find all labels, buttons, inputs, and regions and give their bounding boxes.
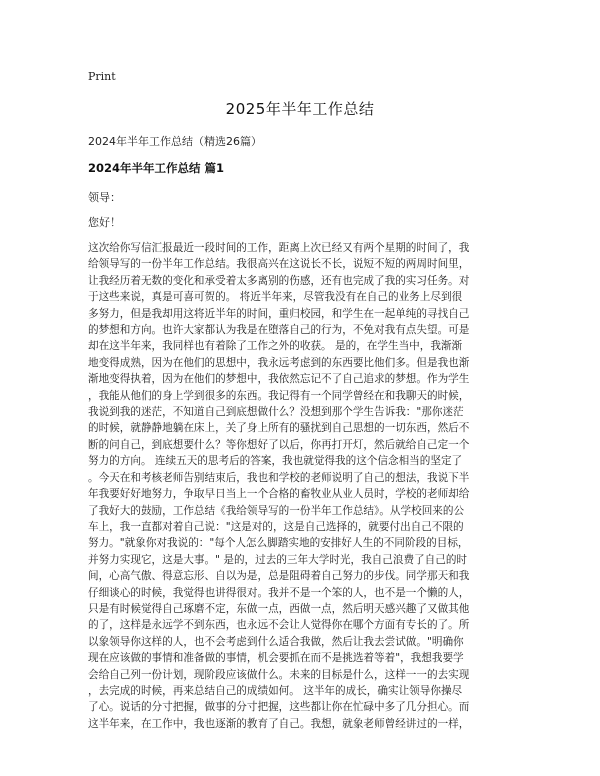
body-line: 却在这半年来，我同样也有着除了工作之外的收获。 是的，在学生当中，我渐渐: [88, 340, 463, 353]
section-heading: 2024年半年工作总结 篇1: [88, 161, 225, 175]
print-label[interactable]: Print: [88, 70, 116, 83]
body-paragraph: [88, 240, 516, 732]
body-line: 的时候，就静静地躺在床上，关了身上所有的骚扰到自己思想的一切东西，然后不: [88, 422, 470, 435]
body-line: 这次给你写信汇报最近一段时间的工作，距离上次已经又有两个星期的时间了，我: [88, 242, 470, 254]
body-line: 让我经历着无数的变化和承受着太多离别的伤感，还有也完成了我的实习任务。对: [88, 274, 470, 287]
body-line: 了我好大的鼓励，工作总结《我给领导写的一份半年工作总结》。从学校回来的公: [88, 504, 465, 517]
body-line: 间，心高气傲、得意忘形、自以为是，总是阻碍着自己努力的步伐。同学那天和我: [88, 570, 470, 583]
body-line: 多努力，但是我却用这将近半年的时间，重归校园，和学生在一起单纯的寻找自己: [88, 307, 470, 320]
document-title: 2025年半年工作总结: [225, 100, 375, 118]
body-line: ，我能从他们的身上学到很多的东西。我记得有一个同学曾经在和我聊天的时候，: [88, 389, 470, 402]
body-line: 了心。说话的分寸把握，做事的分寸把握，这些都让你在忙碌中多了几分担心。而: [88, 701, 470, 714]
body-line: 于这些来说，真是可喜可贺的。 将近半年来，尽管我没有在自己的业务上尽到很: [88, 291, 463, 304]
body-line: 只是有时候觉得自己琢磨不定，东做一点，西做一点，然后明天感兴趣了又做其他: [88, 602, 470, 615]
body-line: 现在应该做的事情和准备做的事情，机会要抓在而不是挑选着等着"，我想我要学: [88, 652, 464, 665]
body-line: 我说到我的迷茫，不知道自己到底想做什么？没想到那个学生告诉我："那你迷茫: [88, 406, 464, 419]
body-line: 断的问自己，到底想要什么？等你想好了以后，你再打开灯，然后就给自己定一个: [88, 438, 470, 451]
body-line: 努力。"就象你对我说的："每个人怎么脚踏实地的安排好人生的不同阶段的目标，: [88, 537, 469, 550]
body-line: 努力的方向。 连续五天的思考后的答案，我也就觉得我的这个信念相当的坚定了: [88, 455, 463, 468]
body-line: 并努力实现它，这是大事。" 是的，过去的三年大学时光，我自己浪费了自己的时: [88, 553, 468, 566]
body-line: 车上，我一直都对着自己说："这是对的，这是自己选择的，就要付出自己不限的: [88, 520, 464, 533]
body-line: 给领导写的一份半年工作总结。我很高兴在这说长不长，说短不短的两周时间里，: [88, 258, 470, 271]
body-line: 的梦想和方向。也许大家都认为我是在堕落自己的行为，不免对我有点失望。可是: [88, 324, 470, 337]
body-line: 渐地变得执着，因为在他们的梦想中，我依然忘记不了自己追求的梦想。作为学生: [88, 373, 470, 386]
body-line: 仔细谈心的时候，我觉得也讲得很对。我并不是一个笨的人，也不是一个懒的人，: [88, 586, 470, 599]
document-subtitle: 2024年半年工作总结（精选26篇）: [88, 135, 262, 148]
body-line: ，去完成的时候，再来总结自己的成绩如何。 这半年的成长，确实让领导你操尽: [88, 684, 463, 697]
body-line: 年我要好好地努力，争取早日当上一个合格的畜牧业从业人员时，学校的老师却给: [88, 488, 470, 501]
greeting-hello: 您好！: [88, 216, 121, 229]
body-line: 地变得成熟，因为在他们的思想中，我永远考虑到的东西要比他们多。但是我也渐: [88, 356, 470, 369]
greeting-salutation: 领导：: [88, 191, 121, 204]
body-line: 的了，这样是永远学不到东西，也永远不会让人觉得你在哪个方面有专长的了。所: [88, 619, 470, 632]
body-line: 以象领导你这样的人，也不会考虑到什么适合我做，然后让我去尝试做。"明确你: [88, 635, 464, 648]
body-line: 会给自己列一份计划，现阶段应该做什么。未来的目标是什么，这样一一的去实现: [88, 668, 470, 681]
body-line: 。今天在和考核老师告别结束后，我也和学校的老师说明了自己的想法，我说下半: [88, 471, 470, 484]
body-line: 这半年来，在工作中，我也逐渐的教育了自己。我想，就象老师曾经讲过的一样，: [88, 717, 470, 730]
